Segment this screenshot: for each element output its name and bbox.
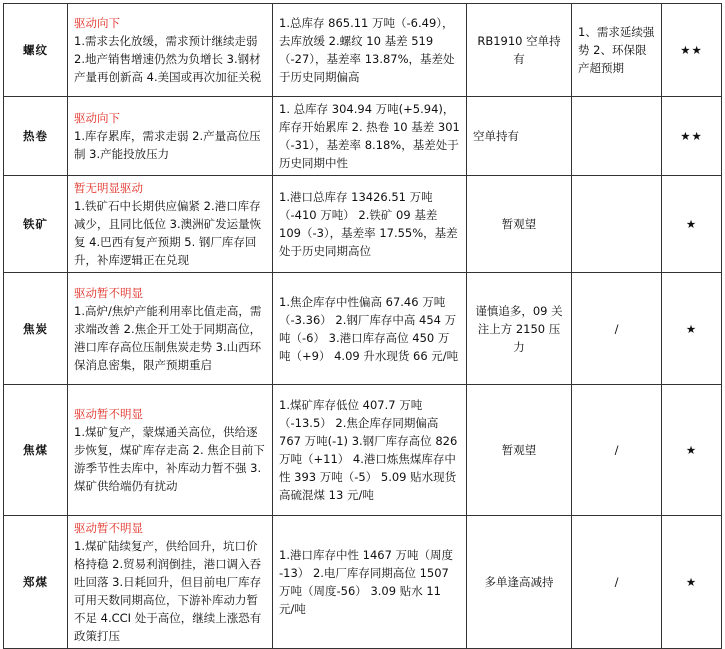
- driver-title: 驱动暂不明显: [74, 521, 143, 535]
- driver-text: 1.需求去化放缓，需求预计继续走弱 2.地产销售增速仍然为负增长 3.钢材产量再创新高 4.美国或再次加征关税: [74, 34, 262, 84]
- risk-cell: /: [572, 385, 662, 516]
- rating-stars: ★: [662, 516, 722, 649]
- risk-cell: [572, 97, 662, 176]
- table-row: [4, 516, 722, 649]
- driver-title: 暂无明显驱动: [74, 181, 143, 195]
- driver-title: 驱动向下: [74, 16, 120, 30]
- inventory-basis-cell: 1.煤矿库存低位 407.7 万吨（-13.5） 2.焦企库存同期偏高 767 万吨(-1) 3.钢厂库存高位 826 万吨（+11） 4.港口炼焦煤库存中性 393 万吨（-5） 5.09 贴水现货高硫混煤 13 元/吨: [273, 385, 467, 516]
- risk-cell: /: [572, 516, 662, 649]
- commodity-name: 铁矿: [4, 176, 68, 273]
- rating-stars: ★: [662, 385, 722, 516]
- driver-text: 1.煤矿复产，蒙煤通关高位，供给逐步恢复，煤矿库存走高 2. 焦企目前下游季节性去库中，补库动力暂不强 3.煤矿供给端仍有扰动: [74, 425, 265, 493]
- commodity-name: 焦煤: [4, 385, 68, 516]
- commodity-name: 郑煤: [4, 516, 68, 649]
- strategy-cell: 空单持有: [467, 97, 572, 176]
- inventory-basis-cell: 1. 总库存 304.94 万吨(+5.94)，库存开始累库 2. 热卷 10 基差 301（-31），基差率 8.18%，基差处于历史同期中性: [273, 97, 467, 176]
- driver-cell: [68, 4, 273, 97]
- inventory-basis-cell: 1.总库存 865.11 万吨（-6.49），去库放缓 2.螺纹 10 基差 519（-27），基差率 13.87%，基差处于历史同期偏高: [273, 4, 467, 97]
- rating-stars: ★★: [662, 97, 722, 176]
- rating-stars: ★★: [662, 4, 722, 97]
- rating-stars: ★: [662, 176, 722, 273]
- inventory-basis-cell: 1.港口库存中性 1467 万吨（周度 -13） 2.电厂库存同期高位 1507 万吨（周度-56） 3.09 贴水 11 元/吨: [273, 516, 467, 649]
- strategy-cell: RB1910 空单持有: [467, 4, 572, 97]
- commodity-table: [3, 3, 722, 649]
- inventory-basis-cell: 1.港口总库存 13426.51 万吨（-410 万吨） 2.铁矿 09 基差 109（-3），基差率 17.55%，基差处于历史同期高位: [273, 176, 467, 273]
- driver-cell: [68, 176, 273, 273]
- table-row: [4, 385, 722, 516]
- inventory-basis-cell: 1.焦企库存中性偏高 67.46 万吨（-3.36） 2.钢厂库存中高 454 万吨（-6） 3.港口库存高位 450 万吨（+9） 4.09 升水现货 66 元/吨: [273, 273, 467, 385]
- table-row: [4, 4, 722, 97]
- driver-title: 驱动暂不明显: [74, 285, 143, 300]
- driver-cell: [68, 385, 273, 516]
- risk-cell: /: [572, 273, 662, 385]
- strategy-cell: 暂观望: [467, 176, 572, 273]
- driver-cell: [68, 516, 273, 649]
- driver-title: 驱动暂不明显: [74, 407, 143, 421]
- driver-text: 1.煤矿陆续复产，供给回升，坑口价格持稳 2.贸易利润倒挂，港口调入吞吐回落 3.日耗回升，但目前电厂库存可用天数同期高位，下游补库动力暂不足 4.CCI 处于高位，继续上涨恐有政策打压: [74, 539, 262, 643]
- table-row: [4, 97, 722, 176]
- driver-cell: [68, 97, 273, 176]
- table-row: [4, 273, 722, 385]
- driver-text: 1.高炉/焦炉产能利用率比值走高，需求端改善 2.焦企开工处于同期高位，港口库存高位压制焦炭走势 3.山西环保消息密集，限产预期重启: [74, 303, 262, 372]
- commodity-name: 螺纹: [4, 4, 68, 97]
- risk-cell: 1、需求延续强势 2、环保限产超预期: [572, 4, 662, 97]
- commodity-name: 焦炭: [4, 273, 68, 385]
- driver-text: 1.库存累库，需求走弱 2.产量高位压制 3.产能投放压力: [74, 129, 261, 161]
- strategy-cell: 谨慎追多，09 关注上方 2150 压力: [467, 273, 572, 385]
- driver-cell: [68, 273, 273, 385]
- driver-title: 驱动向下: [74, 111, 120, 125]
- rating-stars: ★: [662, 273, 722, 385]
- driver-text: 1.铁矿石中长期供应偏紧 2.港口库存减少，且同比低位 3.澳洲矿发运量恢复 4.巴西有复产预期 5. 钢厂库存回升，补库逻辑正在兑现: [74, 199, 262, 267]
- strategy-cell: 暂观望: [467, 385, 572, 516]
- risk-cell: [572, 176, 662, 273]
- commodity-name: 热卷: [4, 97, 68, 176]
- table-row: [4, 176, 722, 273]
- strategy-cell: 多单逢高减持: [467, 516, 572, 649]
